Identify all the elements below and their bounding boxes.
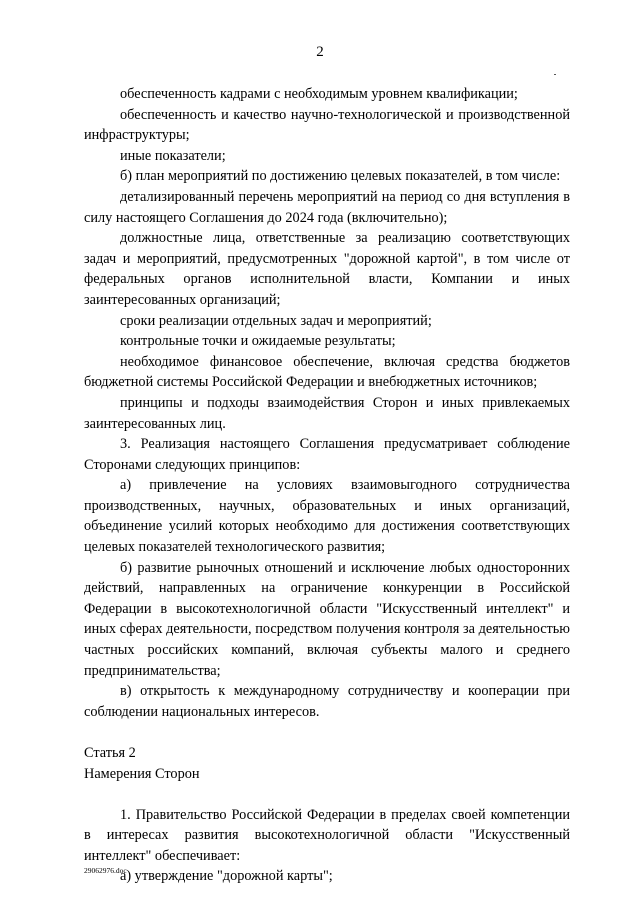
paragraph: б) развитие рыночных отношений и исключение любых односторонних действий, направленных на ограничение конкуренции в Российской Федерации в высокотехнологичной области "Искусственный интеллект" и иных сферах деятельности, посредством получения контроля за деятельностью частных российских компаний, включая субъекты малого и среднего предпринимательства; — [84, 559, 570, 679]
paragraph: обеспеченность кадрами с необходимым уровнем квалификации; — [120, 86, 518, 102]
paragraph: а) утверждение "дорожной карты"; — [120, 868, 333, 885]
paragraph: обеспеченность и качество научно-технологической и производственной инфраструктуры; — [84, 106, 570, 144]
paragraph: сроки реализации отдельных задач и мероприятий; — [120, 312, 432, 329]
paragraph: детализированный перечень мероприятий на период со дня вступления в силу настоящего Соглашения до 2024 года (включительно); — [84, 188, 570, 226]
paragraph: в) открытость к международному сотрудничеству и кооперации при соблюдении национальных интересов. — [84, 683, 570, 720]
scan-mark — [554, 74, 556, 75]
paragraph: контрольные точки и ожидаемые результаты; — [120, 333, 396, 350]
article-title: Статья 2 — [84, 745, 136, 762]
document-body — [84, 84, 570, 887]
paragraph: принципы и подходы взаимодействия Сторон и иных привлекаемых заинтересованных лиц. — [84, 394, 570, 432]
paragraph: необходимое финансовое обеспечение, включая средства бюджетов бюджетной системы Российской Федерации и внебюджетных источников; — [84, 353, 570, 391]
paragraph: 3. Реализация настоящего Соглашения предусматривает соблюдение Сторонами следующих принципов: — [84, 436, 570, 473]
page-number: 2 — [316, 44, 324, 60]
paragraph: 1. Правительство Российской Федерации в пределах своей компетенции в интересах развития высокотехнологичной области "Искусственный интеллект" обеспечивает: — [84, 806, 570, 864]
paragraph: иные показатели; — [120, 147, 226, 164]
paragraph: б) план мероприятий по достижению целевых показателей, в том числе: — [120, 168, 561, 185]
paragraph: должностные лица, ответственные за реализацию соответствующих задач и мероприятий, предусмотренных "дорожной картой", в том числе от федеральных органов исполнительной власти, Компании и иных заинтересованных организаций; — [84, 230, 570, 308]
footer-file-code: 29062976.doc — [84, 866, 127, 875]
article-subtitle: Намерения Сторон — [84, 766, 200, 782]
paragraph: а) привлечение на условиях взаимовыгодного сотрудничества производственных, научных, образовательных и иных организаций, объединение усилий которых необходимо для достижения соответствующих целевых показателей технологического развития; — [84, 477, 570, 556]
